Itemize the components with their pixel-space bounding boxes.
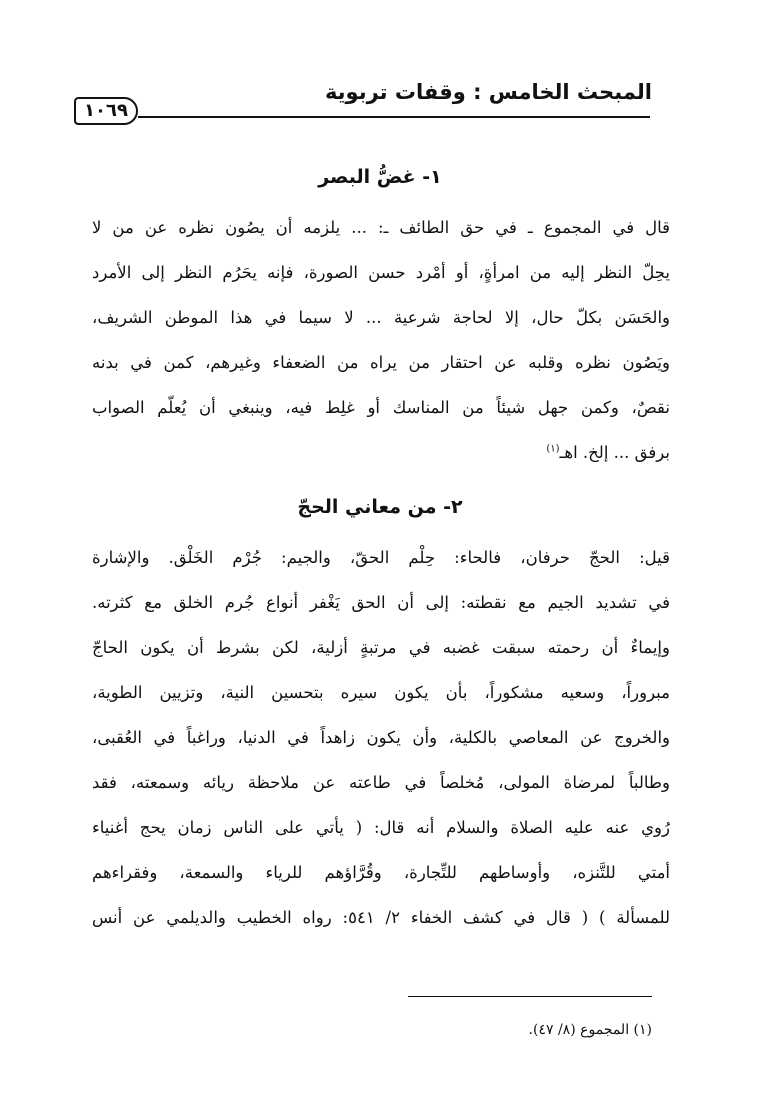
paragraph-line: والحَسَن بكلّ حال، إلا لحاجة شرعية ... لا سيما في هذا الموطن الشريف،: [92, 308, 670, 327]
paragraph-line: في تشديد الجيم مع نقطته: إلى أن الحق يَغْفر أنواع جُرم الخلق مع كثرته.: [92, 593, 670, 612]
paragraph-line: والخروج عن المعاصي بالكلية، وأن يكون زاهداً في الدنيا، وراغباً في العُقبى،: [92, 728, 670, 747]
paragraph-line: مبروراً، وسعيه مشكوراً، بأن يكون سيره بتحسين النية، وتزيين الطوية،: [92, 683, 670, 702]
footnote-marker: (١): [546, 443, 560, 455]
section-heading-hajj: ٢- من معاني الحجّ: [297, 496, 463, 518]
paragraph-line-text: برفق ... إلخ. اهـ: [559, 443, 670, 462]
header-rule: [138, 116, 650, 118]
paragraph-line: للمسألة ) ( قال في كشف الخفاء ٢/ ٥٤١: رواه الخطيب والديلمي عن أنس: [92, 908, 670, 927]
page-number: ١٠٦٩: [74, 97, 138, 125]
running-header: المبحث الخامس : وقفات تربوية: [324, 80, 652, 104]
paragraph-line: قال في المجموع ـ في حق الطائف ـ: ... يلزمه أن يصُون نظره عن من لا: [92, 218, 670, 237]
paragraph-line: رُوي عنه عليه الصلاة والسلام أنه قال: ( يأتي على الناس زمان يحج أغنياء: [92, 818, 670, 837]
paragraph-line: نقصٌ، وكمن جهل شيئاً من المناسك أو غلِط فيه، وينبغي أن يُعلّم الصواب: [92, 398, 670, 417]
section-heading-gaze: ١- غضُّ البصر: [318, 166, 442, 188]
paragraph-line: [92, 433, 670, 473]
paragraph-line: أمتي للتَّنزه، وأوساطهم للتِّجارة، وقُرَّاؤهم للرياء والسمعة، وفقراءهم: [92, 863, 670, 882]
paragraph-line: يحِلّ النظر إليه من امرأةٍ، أو أمْرد حسن الصورة، فإنه يحَرُم النظر إلى الأمرد: [92, 263, 670, 282]
footnote: (١) المجموع (٨/ ٤٧).: [528, 1022, 652, 1038]
paragraph-line: وإيماءٌ أن رحمته سبقت غضبه في مرتبةٍ أزلية، لكن بشرط أن يكون الحاجّ: [92, 638, 670, 657]
paragraph-line: وطالباً لمرضاة المولى، مُخلصاً في طاعته عن ملاحظة ريائه وسمعته، فقد: [92, 773, 670, 792]
paragraph-line: قيل: الحجّ حرفان، فالحاء: حِلْم الحقّ، والجيم: جُرْم الخَلْق. والإشارة: [92, 548, 670, 567]
footnote-rule: [408, 996, 652, 997]
paragraph-line: ويَصُون نظره وقلبه عن احتقار من يراه من الضعفاء وغيرهم، كمن في بدنه: [92, 353, 670, 372]
